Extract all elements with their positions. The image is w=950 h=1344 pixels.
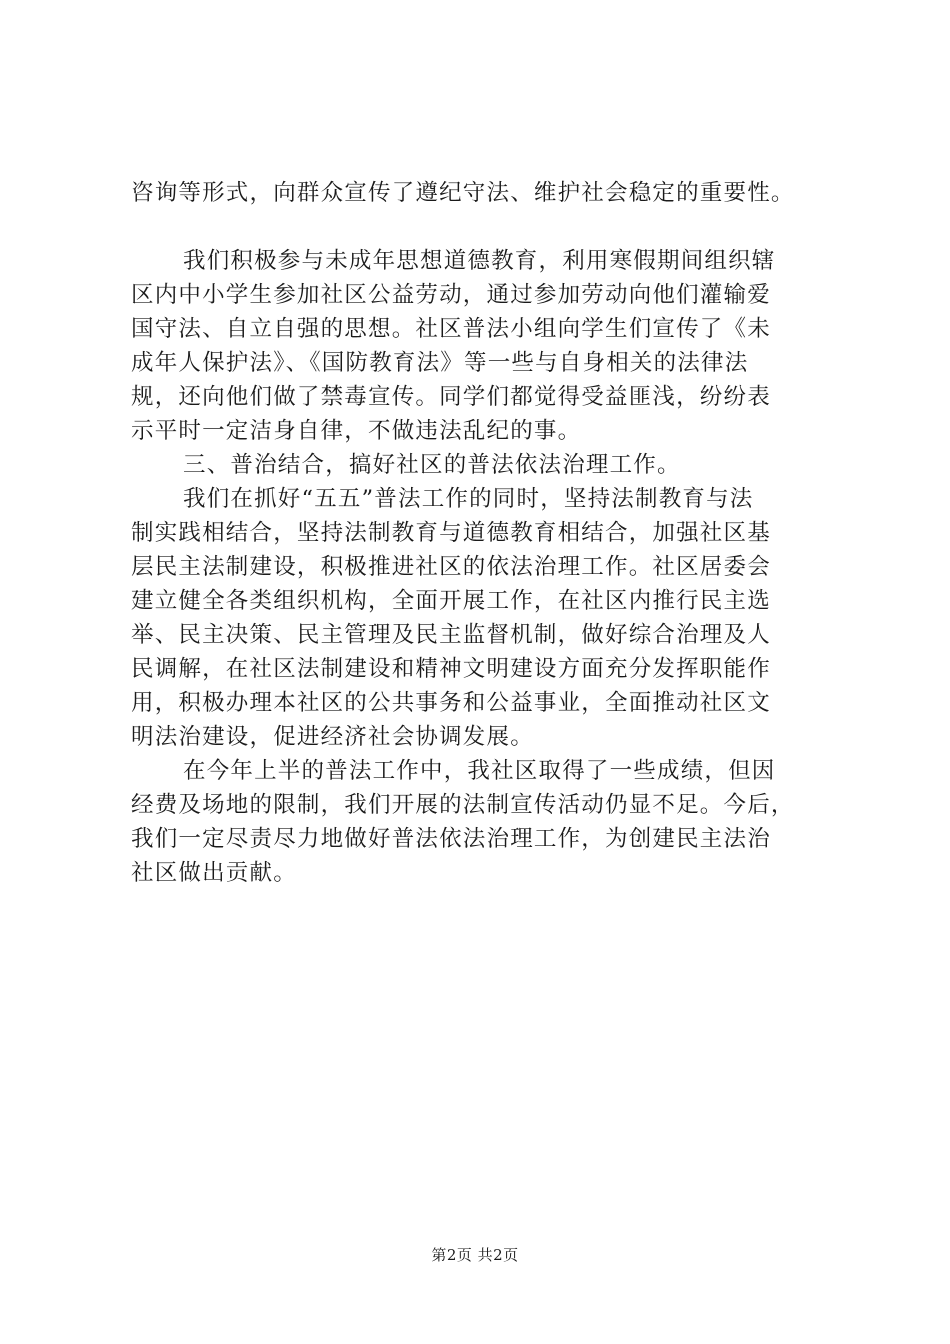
paragraph-line: 用，积极办理本社区的公共事务和公益事业，全面推动社区文: [131, 690, 771, 716]
paragraph-line: 我们在抓好“五五”普法工作的同时，坚持法制教育与法: [183, 486, 754, 512]
paragraph-line: 国守法、自立自强的思想。社区普法小组向学生们宣传了《未: [131, 316, 771, 342]
paragraph-line: 明法治建设，促进经济社会协调发展。: [131, 724, 534, 750]
paragraph-line: 层民主法制建设，积极推进社区的依法治理工作。社区居委会: [131, 554, 771, 580]
paragraph-line: 经费及场地的限制，我们开展的法制宣传活动仍显不足。今后，: [131, 792, 795, 818]
paragraph-line: 在今年上半的普法工作中，我社区取得了一些成绩，但因: [183, 758, 776, 784]
paragraph-line: 我们积极参与未成年思想道德教育，利用寒假期间组织辖: [183, 248, 776, 274]
paragraph-line: 社区做出贡献。: [131, 860, 297, 886]
paragraph-line: 区内中小学生参加社区公益劳动，通过参加劳动向他们灌输爱: [131, 282, 771, 308]
paragraph-line: 建立健全各类组织机构，全面开展工作，在社区内推行民主选: [131, 588, 771, 614]
section-heading: 三、普治结合，搞好社区的普法依法治理工作。: [183, 452, 681, 478]
paragraph-line: 我们一定尽责尽力地做好普法依法治理工作，为创建民主法治: [131, 826, 771, 852]
page-number-footer: 第2页 共2页: [431, 1246, 519, 1264]
paragraph-line: 制实践相结合，坚持法制教育与道德教育相结合，加强社区基: [131, 520, 771, 546]
paragraph-line: 成年人保护法》、《国防教育法》等一些与自身相关的法律法: [131, 350, 749, 376]
paragraph-line: 咨询等形式，向群众宣传了遵纪守法、维护社会稳定的重要性。: [131, 180, 795, 206]
paragraph-line: 举、民主决策、民主管理及民主监督机制，做好综合治理及人: [131, 622, 771, 648]
paragraph-line: 民调解，在社区法制建设和精神文明建设方面充分发挥职能作: [131, 656, 771, 682]
paragraph-line: 示平时一定洁身自律，不做违法乱纪的事。: [131, 418, 582, 444]
paragraph-line: 规，还向他们做了禁毒宣传。同学们都觉得受益匪浅，纷纷表: [131, 384, 771, 410]
